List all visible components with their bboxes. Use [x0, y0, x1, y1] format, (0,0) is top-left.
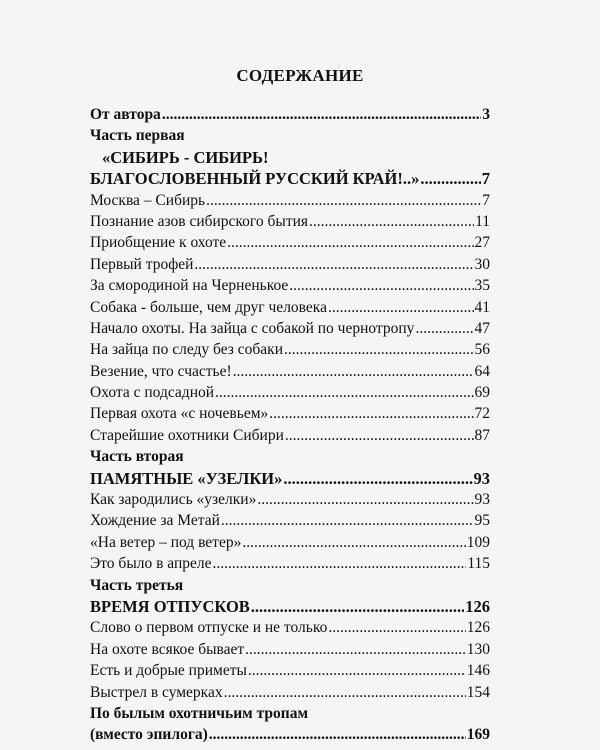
toc-page-number: 47: [474, 319, 490, 337]
toc-leader-dots: [284, 339, 474, 360]
toc-leader-dots: [285, 425, 474, 446]
toc-entry-label: (вместо эпилога): [90, 726, 208, 744]
toc-entry: [90, 339, 490, 360]
toc-leader-dots: [242, 532, 465, 553]
toc-entry-label: Познание азов сибирского бытия: [90, 212, 309, 230]
toc-page-number: 130: [466, 640, 490, 658]
toc-page-number: 146: [466, 662, 490, 680]
toc-page-number: 87: [474, 426, 490, 444]
table-of-contents: [90, 104, 490, 746]
toc-entry-label: Охота с подсадной: [90, 384, 215, 402]
toc-entry: [90, 211, 490, 232]
toc-leader-dots: [283, 468, 472, 489]
toc-entry: [90, 104, 490, 125]
toc-page-number: 41: [474, 298, 490, 316]
toc-entry-label: БЛАГОСЛОВЕННЫЙ РУССКИЙ КРАЙ!..»: [90, 169, 420, 189]
toc-leader-dots: [420, 168, 480, 189]
toc-section-heading: По былым охотничьим тропам: [90, 704, 309, 722]
toc-leader-dots: [309, 211, 474, 232]
toc-leader-dots: [415, 318, 473, 339]
toc-entry-label: За смородиной на Черненькое: [90, 277, 289, 295]
toc-entry: [90, 232, 490, 253]
toc-entry-label: Первая охота «с ночевьем»: [90, 405, 269, 423]
toc-leader-dots: [209, 724, 466, 745]
toc-leader-dots: [248, 660, 466, 681]
toc-entry: [90, 596, 490, 617]
toc-entry-label: Москва – Сибирь: [90, 191, 206, 209]
toc-entry-label: Как зародились «узелки»: [90, 491, 257, 509]
toc-leader-dots: [194, 254, 473, 275]
toc-leader-dots: [269, 403, 473, 424]
toc-section-heading: Часть третья: [90, 576, 184, 594]
toc-page-number: 93: [473, 468, 490, 488]
toc-section-heading: Часть первая: [90, 127, 185, 145]
toc-leader-dots: [227, 232, 473, 253]
toc-entry-label: На зайца по следу без собаки: [90, 341, 283, 359]
toc-entry: [90, 489, 490, 510]
toc-entry-label: ВРЕМЯ ОТПУСКОВ: [90, 596, 250, 616]
toc-entry-label: ПАМЯТНЫЕ «УЗЕЛКИ»: [90, 468, 283, 488]
toc-page-number: 3: [482, 106, 490, 123]
toc-leader-dots: [328, 617, 465, 638]
toc-leader-dots: [206, 190, 481, 211]
toc-entry: [90, 660, 490, 681]
toc-section-heading: Часть вторая: [90, 448, 184, 466]
toc-page-number: 27: [474, 234, 490, 252]
toc-leader-dots: [213, 553, 467, 574]
toc-entry-label: «На ветер – под ветер»: [90, 533, 242, 551]
toc-entry-label: Собака - больше, чем друг человека: [90, 298, 327, 316]
toc-leader-dots: [328, 297, 474, 318]
toc-entry: [90, 639, 490, 660]
toc-entry: [90, 403, 490, 424]
toc-entry: [90, 510, 490, 531]
toc-entry: [90, 297, 490, 318]
toc-entry: [90, 254, 490, 275]
toc-page-number: 11: [475, 212, 490, 230]
toc-section-heading: «СИБИРЬ - СИБИРЬ!: [102, 147, 269, 167]
toc-entry-label: Хождение за Метай: [90, 512, 220, 530]
toc-leader-dots: [245, 639, 466, 660]
toc-page-number: 93: [474, 491, 490, 509]
toc-entry: [90, 318, 490, 339]
toc-leader-dots: [251, 596, 464, 617]
toc-page-number: 154: [466, 683, 490, 701]
toc-leader-dots: [224, 682, 466, 703]
toc-entry-label: Приобщение к охоте: [90, 234, 227, 252]
toc-entry-label: Выстрел в сумерках: [90, 683, 223, 701]
toc-entry-label: От автора: [90, 106, 161, 123]
toc-page-number: 64: [474, 362, 490, 380]
toc-page-number: 126: [465, 596, 490, 616]
toc-entry: [90, 532, 490, 553]
toc-entry: [90, 682, 490, 703]
toc-leader-dots: [257, 489, 473, 510]
toc-leader-dots: [289, 275, 473, 296]
page-title: СОДЕРЖАНИЕ: [236, 66, 364, 85]
toc-entry-label: На охоте всякое бывает: [90, 640, 245, 658]
toc-entry: [90, 425, 490, 446]
toc-entry-label: Есть и добрые приметы: [90, 662, 247, 680]
toc-entry: [90, 168, 490, 189]
toc-leader-dots: [233, 361, 474, 382]
toc-page-number: 35: [474, 277, 490, 295]
toc-entry: [90, 553, 490, 574]
toc-entry: [90, 190, 490, 211]
toc-leader-dots: [221, 510, 474, 531]
toc-page-number: 95: [474, 512, 490, 530]
toc-page-number: 126: [466, 619, 490, 637]
toc-entry-label: Старейшие охотники Сибири: [90, 426, 284, 444]
toc-page-number: 115: [467, 555, 490, 573]
toc-page-number: 30: [474, 255, 490, 273]
toc-leader-dots: [162, 104, 481, 125]
toc-page-number: 72: [474, 405, 490, 423]
toc-entry-label: Слово о первом отпуске и не только: [90, 619, 328, 637]
toc-page-number: 169: [466, 726, 490, 744]
toc-entry: [90, 617, 490, 638]
toc-page-number: 109: [466, 533, 490, 551]
toc-entry-label: Это было в апреле: [90, 555, 212, 573]
toc-page-number: 7: [482, 191, 490, 209]
toc-page-number: 7: [481, 169, 490, 189]
toc-page-number: 56: [474, 341, 490, 359]
toc-page-number: 69: [474, 384, 490, 402]
toc-entry-label: Начало охоты. На зайца с собакой по чернотропу: [90, 319, 415, 337]
toc-entry: [90, 382, 490, 403]
toc-entry-label: Первый трофей: [90, 255, 194, 273]
toc-entry: [90, 361, 490, 382]
toc-entry-label: Везение, что счастье!: [90, 362, 232, 380]
toc-entry: [90, 275, 490, 296]
toc-leader-dots: [215, 382, 473, 403]
toc-entry: [90, 468, 490, 489]
toc-entry: [90, 724, 490, 745]
